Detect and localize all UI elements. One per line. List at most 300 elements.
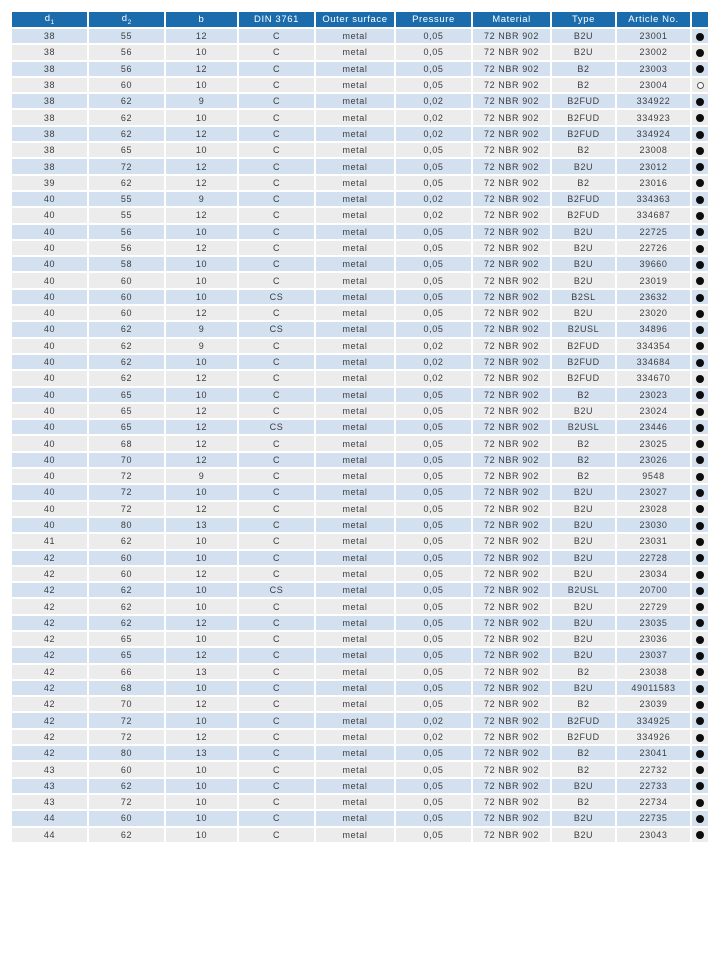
- article-no-cell: 23041: [617, 746, 690, 760]
- din-3761-cell: C: [239, 404, 314, 418]
- table-row: [12, 713, 708, 727]
- dot-filled-icon: [696, 652, 704, 660]
- type-cell: B2U: [552, 159, 615, 173]
- table-row: [12, 583, 708, 597]
- b-cell: 10: [166, 828, 237, 842]
- table-row: [12, 632, 708, 646]
- din-3761-cell: C: [239, 746, 314, 760]
- d2-cell: 55: [89, 29, 164, 43]
- outer-surface-cell: metal: [316, 599, 394, 613]
- d2-cell: 60: [89, 290, 164, 304]
- pressure-cell: 0,05: [396, 485, 471, 499]
- b-cell: 10: [166, 534, 237, 548]
- type-cell: B2FUD: [552, 355, 615, 369]
- b-cell: 12: [166, 306, 237, 320]
- pressure-cell: 0,05: [396, 453, 471, 467]
- din-3761-cell: CS: [239, 290, 314, 304]
- dot-filled-icon: [696, 114, 704, 122]
- d1-cell: 39: [12, 176, 87, 190]
- table-row: [12, 599, 708, 613]
- outer-surface-cell: metal: [316, 616, 394, 630]
- table-row: [12, 485, 708, 499]
- dot-filled-icon: [696, 799, 704, 807]
- b-cell: 12: [166, 697, 237, 711]
- d1-cell: 40: [12, 420, 87, 434]
- b-cell: 10: [166, 583, 237, 597]
- pressure-cell: 0,05: [396, 665, 471, 679]
- table-row: [12, 681, 708, 695]
- dot-filled-icon: [696, 831, 704, 839]
- material-cell: 72 NBR 902: [473, 746, 550, 760]
- table-row: [12, 306, 708, 320]
- table-row: [12, 518, 708, 532]
- table-row: [12, 45, 708, 59]
- d2-cell: 72: [89, 469, 164, 483]
- dot-filled-icon: [696, 766, 704, 774]
- col-header-article-no: [617, 12, 690, 27]
- d2-cell: 58: [89, 257, 164, 271]
- d2-cell: 60: [89, 567, 164, 581]
- pressure-cell: 0,02: [396, 110, 471, 124]
- outer-surface-cell: metal: [316, 713, 394, 727]
- b-cell: 9: [166, 469, 237, 483]
- table-row: [12, 225, 708, 239]
- dot-filled-icon: [696, 456, 704, 464]
- d2-cell: 62: [89, 534, 164, 548]
- table-row: [12, 192, 708, 206]
- article-no-cell: 23037: [617, 648, 690, 662]
- outer-surface-cell: metal: [316, 746, 394, 760]
- material-cell: 72 NBR 902: [473, 339, 550, 353]
- din-3761-cell: C: [239, 648, 314, 662]
- din-3761-cell: C: [239, 681, 314, 695]
- table-row: [12, 420, 708, 434]
- outer-surface-cell: metal: [316, 811, 394, 825]
- table-row: [12, 208, 708, 222]
- pressure-cell: 0,05: [396, 404, 471, 418]
- outer-surface-cell: metal: [316, 290, 394, 304]
- material-cell: 72 NBR 902: [473, 551, 550, 565]
- material-cell: 72 NBR 902: [473, 192, 550, 206]
- type-cell: B2: [552, 388, 615, 402]
- outer-surface-cell: metal: [316, 127, 394, 141]
- table-row: [12, 502, 708, 516]
- material-cell: 72 NBR 902: [473, 29, 550, 43]
- d1-cell: 40: [12, 453, 87, 467]
- type-cell: B2SL: [552, 290, 615, 304]
- material-cell: 72 NBR 902: [473, 94, 550, 108]
- d2-cell: 62: [89, 355, 164, 369]
- article-no-cell: 23001: [617, 29, 690, 43]
- dot-filled-icon: [696, 505, 704, 513]
- pressure-cell: 0,05: [396, 599, 471, 613]
- pressure-cell: 0,05: [396, 746, 471, 760]
- availability-cell: [692, 290, 708, 304]
- d1-cell: 40: [12, 436, 87, 450]
- dot-filled-icon: [696, 49, 704, 57]
- table-row: [12, 779, 708, 793]
- d1-cell: 42: [12, 665, 87, 679]
- d1-cell: 42: [12, 567, 87, 581]
- article-no-cell: 22732: [617, 762, 690, 776]
- material-cell: 72 NBR 902: [473, 420, 550, 434]
- d1-cell: 38: [12, 78, 87, 92]
- b-cell: 10: [166, 257, 237, 271]
- article-no-cell: 23035: [617, 616, 690, 630]
- b-cell: 12: [166, 159, 237, 173]
- table-row: [12, 469, 708, 483]
- table-row: [12, 241, 708, 255]
- article-no-cell: 23039: [617, 697, 690, 711]
- article-no-cell: 23020: [617, 306, 690, 320]
- dot-filled-icon: [696, 391, 704, 399]
- dot-filled-icon: [696, 717, 704, 725]
- outer-surface-cell: metal: [316, 110, 394, 124]
- d2-cell: 66: [89, 665, 164, 679]
- din-3761-cell: C: [239, 811, 314, 825]
- article-no-cell: 23446: [617, 420, 690, 434]
- dot-filled-icon: [696, 98, 704, 106]
- material-cell: 72 NBR 902: [473, 583, 550, 597]
- d1-cell: 38: [12, 29, 87, 43]
- d1-cell: 44: [12, 828, 87, 842]
- availability-cell: [692, 632, 708, 646]
- type-cell: B2: [552, 453, 615, 467]
- din-3761-cell: C: [239, 436, 314, 450]
- outer-surface-cell: metal: [316, 371, 394, 385]
- pressure-cell: 0,02: [396, 208, 471, 222]
- col-header-label: Outer surface: [322, 14, 388, 25]
- outer-surface-cell: metal: [316, 355, 394, 369]
- d1-cell: 38: [12, 110, 87, 124]
- pressure-cell: 0,05: [396, 45, 471, 59]
- din-3761-cell: C: [239, 697, 314, 711]
- type-cell: B2U: [552, 485, 615, 499]
- d2-cell: 56: [89, 241, 164, 255]
- availability-cell: [692, 322, 708, 336]
- outer-surface-cell: metal: [316, 502, 394, 516]
- d1-cell: 40: [12, 241, 87, 255]
- article-no-cell: 22733: [617, 779, 690, 793]
- article-no-cell: 23027: [617, 485, 690, 499]
- article-no-cell: 23043: [617, 828, 690, 842]
- din-3761-cell: C: [239, 762, 314, 776]
- availability-cell: [692, 828, 708, 842]
- table-row: [12, 143, 708, 157]
- b-cell: 10: [166, 551, 237, 565]
- dot-filled-icon: [696, 619, 704, 627]
- dot-filled-icon: [696, 473, 704, 481]
- b-cell: 12: [166, 730, 237, 744]
- col-header-d2: [89, 12, 164, 27]
- availability-cell: [692, 355, 708, 369]
- d1-cell: 38: [12, 94, 87, 108]
- d1-cell: 40: [12, 502, 87, 516]
- outer-surface-cell: metal: [316, 404, 394, 418]
- dot-filled-icon: [696, 685, 704, 693]
- pressure-cell: 0,02: [396, 192, 471, 206]
- pressure-cell: 0,05: [396, 795, 471, 809]
- b-cell: 10: [166, 143, 237, 157]
- d1-cell: 43: [12, 762, 87, 776]
- article-no-cell: 334926: [617, 730, 690, 744]
- table-row: [12, 339, 708, 353]
- material-cell: 72 NBR 902: [473, 567, 550, 581]
- table-row: [12, 159, 708, 173]
- dot-filled-icon: [696, 179, 704, 187]
- dot-filled-icon: [696, 163, 704, 171]
- availability-cell: [692, 127, 708, 141]
- table-row: [12, 94, 708, 108]
- outer-surface-cell: metal: [316, 45, 394, 59]
- din-3761-cell: C: [239, 192, 314, 206]
- d2-cell: 72: [89, 502, 164, 516]
- article-no-cell: 334684: [617, 355, 690, 369]
- din-3761-cell: C: [239, 225, 314, 239]
- article-no-cell: 23031: [617, 534, 690, 548]
- d1-cell: 40: [12, 208, 87, 222]
- type-cell: B2U: [552, 29, 615, 43]
- col-header-label: Article No.: [628, 14, 679, 25]
- material-cell: 72 NBR 902: [473, 225, 550, 239]
- dot-filled-icon: [696, 212, 704, 220]
- b-cell: 10: [166, 45, 237, 59]
- d1-cell: 42: [12, 697, 87, 711]
- b-cell: 12: [166, 420, 237, 434]
- material-cell: 72 NBR 902: [473, 127, 550, 141]
- material-cell: 72 NBR 902: [473, 779, 550, 793]
- d2-cell: 62: [89, 176, 164, 190]
- d2-cell: 65: [89, 632, 164, 646]
- material-cell: 72 NBR 902: [473, 355, 550, 369]
- availability-cell: [692, 485, 708, 499]
- article-no-cell: 23025: [617, 436, 690, 450]
- table-row: [12, 404, 708, 418]
- col-header-d1: [12, 12, 87, 27]
- pressure-cell: 0,02: [396, 127, 471, 141]
- pressure-cell: 0,05: [396, 159, 471, 173]
- table-row: [12, 811, 708, 825]
- pressure-cell: 0,05: [396, 322, 471, 336]
- availability-cell: [692, 241, 708, 255]
- col-header-b: [166, 12, 237, 27]
- b-cell: 12: [166, 371, 237, 385]
- table-row: [12, 453, 708, 467]
- pressure-cell: 0,05: [396, 518, 471, 532]
- article-no-cell: 23004: [617, 78, 690, 92]
- b-cell: 13: [166, 518, 237, 532]
- availability-cell: [692, 159, 708, 173]
- d2-cell: 62: [89, 127, 164, 141]
- din-3761-cell: C: [239, 616, 314, 630]
- dot-filled-icon: [696, 522, 704, 530]
- outer-surface-cell: metal: [316, 273, 394, 287]
- dot-filled-icon: [696, 750, 704, 758]
- d2-cell: 62: [89, 371, 164, 385]
- type-cell: B2USL: [552, 420, 615, 434]
- b-cell: 12: [166, 127, 237, 141]
- table-row: [12, 648, 708, 662]
- d2-cell: 60: [89, 811, 164, 825]
- d1-cell: 40: [12, 371, 87, 385]
- dot-filled-icon: [696, 375, 704, 383]
- din-3761-cell: C: [239, 110, 314, 124]
- pressure-cell: 0,02: [396, 713, 471, 727]
- outer-surface-cell: metal: [316, 762, 394, 776]
- type-cell: B2U: [552, 632, 615, 646]
- col-header-label: Type: [572, 14, 595, 25]
- availability-cell: [692, 143, 708, 157]
- availability-cell: [692, 730, 708, 744]
- availability-cell: [692, 534, 708, 548]
- availability-cell: [692, 208, 708, 222]
- availability-cell: [692, 762, 708, 776]
- d1-cell: 40: [12, 273, 87, 287]
- material-cell: 72 NBR 902: [473, 273, 550, 287]
- dot-filled-icon: [696, 701, 704, 709]
- table-row: [12, 730, 708, 744]
- material-cell: 72 NBR 902: [473, 143, 550, 157]
- material-cell: 72 NBR 902: [473, 795, 550, 809]
- outer-surface-cell: metal: [316, 159, 394, 173]
- type-cell: B2U: [552, 45, 615, 59]
- pressure-cell: 0,05: [396, 225, 471, 239]
- availability-cell: [692, 420, 708, 434]
- article-no-cell: 34896: [617, 322, 690, 336]
- material-cell: 72 NBR 902: [473, 208, 550, 222]
- availability-cell: [692, 257, 708, 271]
- din-3761-cell: C: [239, 388, 314, 402]
- table-row: [12, 322, 708, 336]
- dot-filled-icon: [696, 342, 704, 350]
- d2-cell: 80: [89, 518, 164, 532]
- dot-open-icon: [697, 82, 704, 89]
- article-no-cell: 23034: [617, 567, 690, 581]
- material-cell: 72 NBR 902: [473, 828, 550, 842]
- d2-cell: 60: [89, 306, 164, 320]
- d2-cell: 62: [89, 110, 164, 124]
- b-cell: 10: [166, 762, 237, 776]
- outer-surface-cell: metal: [316, 208, 394, 222]
- d2-cell: 60: [89, 551, 164, 565]
- outer-surface-cell: metal: [316, 29, 394, 43]
- din-3761-cell: C: [239, 273, 314, 287]
- pressure-cell: 0,05: [396, 779, 471, 793]
- table-row: [12, 746, 708, 760]
- table-row: [12, 616, 708, 630]
- availability-cell: [692, 388, 708, 402]
- pressure-cell: 0,05: [396, 388, 471, 402]
- outer-surface-cell: metal: [316, 225, 394, 239]
- type-cell: B2U: [552, 273, 615, 287]
- d2-cell: 55: [89, 192, 164, 206]
- article-no-cell: 22729: [617, 599, 690, 613]
- din-3761-cell: C: [239, 355, 314, 369]
- pressure-cell: 0,05: [396, 534, 471, 548]
- d2-cell: 70: [89, 453, 164, 467]
- d2-cell: 62: [89, 779, 164, 793]
- b-cell: 10: [166, 795, 237, 809]
- d2-cell: 72: [89, 730, 164, 744]
- table-row: [12, 78, 708, 92]
- col-header-label: d: [121, 13, 128, 25]
- article-no-cell: 22726: [617, 241, 690, 255]
- din-3761-cell: C: [239, 306, 314, 320]
- material-cell: 72 NBR 902: [473, 45, 550, 59]
- availability-cell: [692, 567, 708, 581]
- type-cell: B2U: [552, 681, 615, 695]
- table-row: [12, 273, 708, 287]
- d1-cell: 38: [12, 45, 87, 59]
- dot-filled-icon: [696, 294, 704, 302]
- outer-surface-cell: metal: [316, 420, 394, 434]
- outer-surface-cell: metal: [316, 469, 394, 483]
- col-header-material: [473, 12, 550, 27]
- material-cell: 72 NBR 902: [473, 632, 550, 646]
- article-no-cell: 23016: [617, 176, 690, 190]
- type-cell: B2USL: [552, 322, 615, 336]
- article-no-cell: 23003: [617, 62, 690, 76]
- material-cell: 72 NBR 902: [473, 78, 550, 92]
- b-cell: 12: [166, 29, 237, 43]
- type-cell: B2FUD: [552, 208, 615, 222]
- type-cell: B2: [552, 665, 615, 679]
- d2-cell: 68: [89, 681, 164, 695]
- d1-cell: 42: [12, 599, 87, 613]
- table-row: [12, 355, 708, 369]
- outer-surface-cell: metal: [316, 518, 394, 532]
- table-row: [12, 567, 708, 581]
- d2-cell: 55: [89, 208, 164, 222]
- b-cell: 10: [166, 290, 237, 304]
- table-header-row: [12, 12, 708, 27]
- article-no-cell: 22728: [617, 551, 690, 565]
- dot-filled-icon: [696, 326, 704, 334]
- din-3761-cell: C: [239, 241, 314, 255]
- material-cell: 72 NBR 902: [473, 110, 550, 124]
- material-cell: 72 NBR 902: [473, 388, 550, 402]
- dot-filled-icon: [696, 65, 704, 73]
- d1-cell: 40: [12, 355, 87, 369]
- din-3761-cell: C: [239, 469, 314, 483]
- availability-cell: [692, 551, 708, 565]
- d1-cell: 40: [12, 469, 87, 483]
- pressure-cell: 0,05: [396, 632, 471, 646]
- availability-cell: [692, 45, 708, 59]
- b-cell: 10: [166, 355, 237, 369]
- article-no-cell: 334354: [617, 339, 690, 353]
- article-no-cell: 23008: [617, 143, 690, 157]
- d1-cell: 40: [12, 404, 87, 418]
- outer-surface-cell: metal: [316, 583, 394, 597]
- dot-filled-icon: [696, 815, 704, 823]
- d1-cell: 38: [12, 143, 87, 157]
- table-row: [12, 257, 708, 271]
- article-no-cell: 20700: [617, 583, 690, 597]
- b-cell: 12: [166, 567, 237, 581]
- dot-filled-icon: [696, 668, 704, 676]
- d1-cell: 38: [12, 127, 87, 141]
- outer-surface-cell: metal: [316, 665, 394, 679]
- col-header-outer-surface: [316, 12, 394, 27]
- b-cell: 12: [166, 62, 237, 76]
- availability-cell: [692, 502, 708, 516]
- dot-filled-icon: [696, 603, 704, 611]
- pressure-cell: 0,05: [396, 697, 471, 711]
- col-header-subscript: 2: [127, 18, 132, 26]
- d1-cell: 40: [12, 388, 87, 402]
- pressure-cell: 0,05: [396, 583, 471, 597]
